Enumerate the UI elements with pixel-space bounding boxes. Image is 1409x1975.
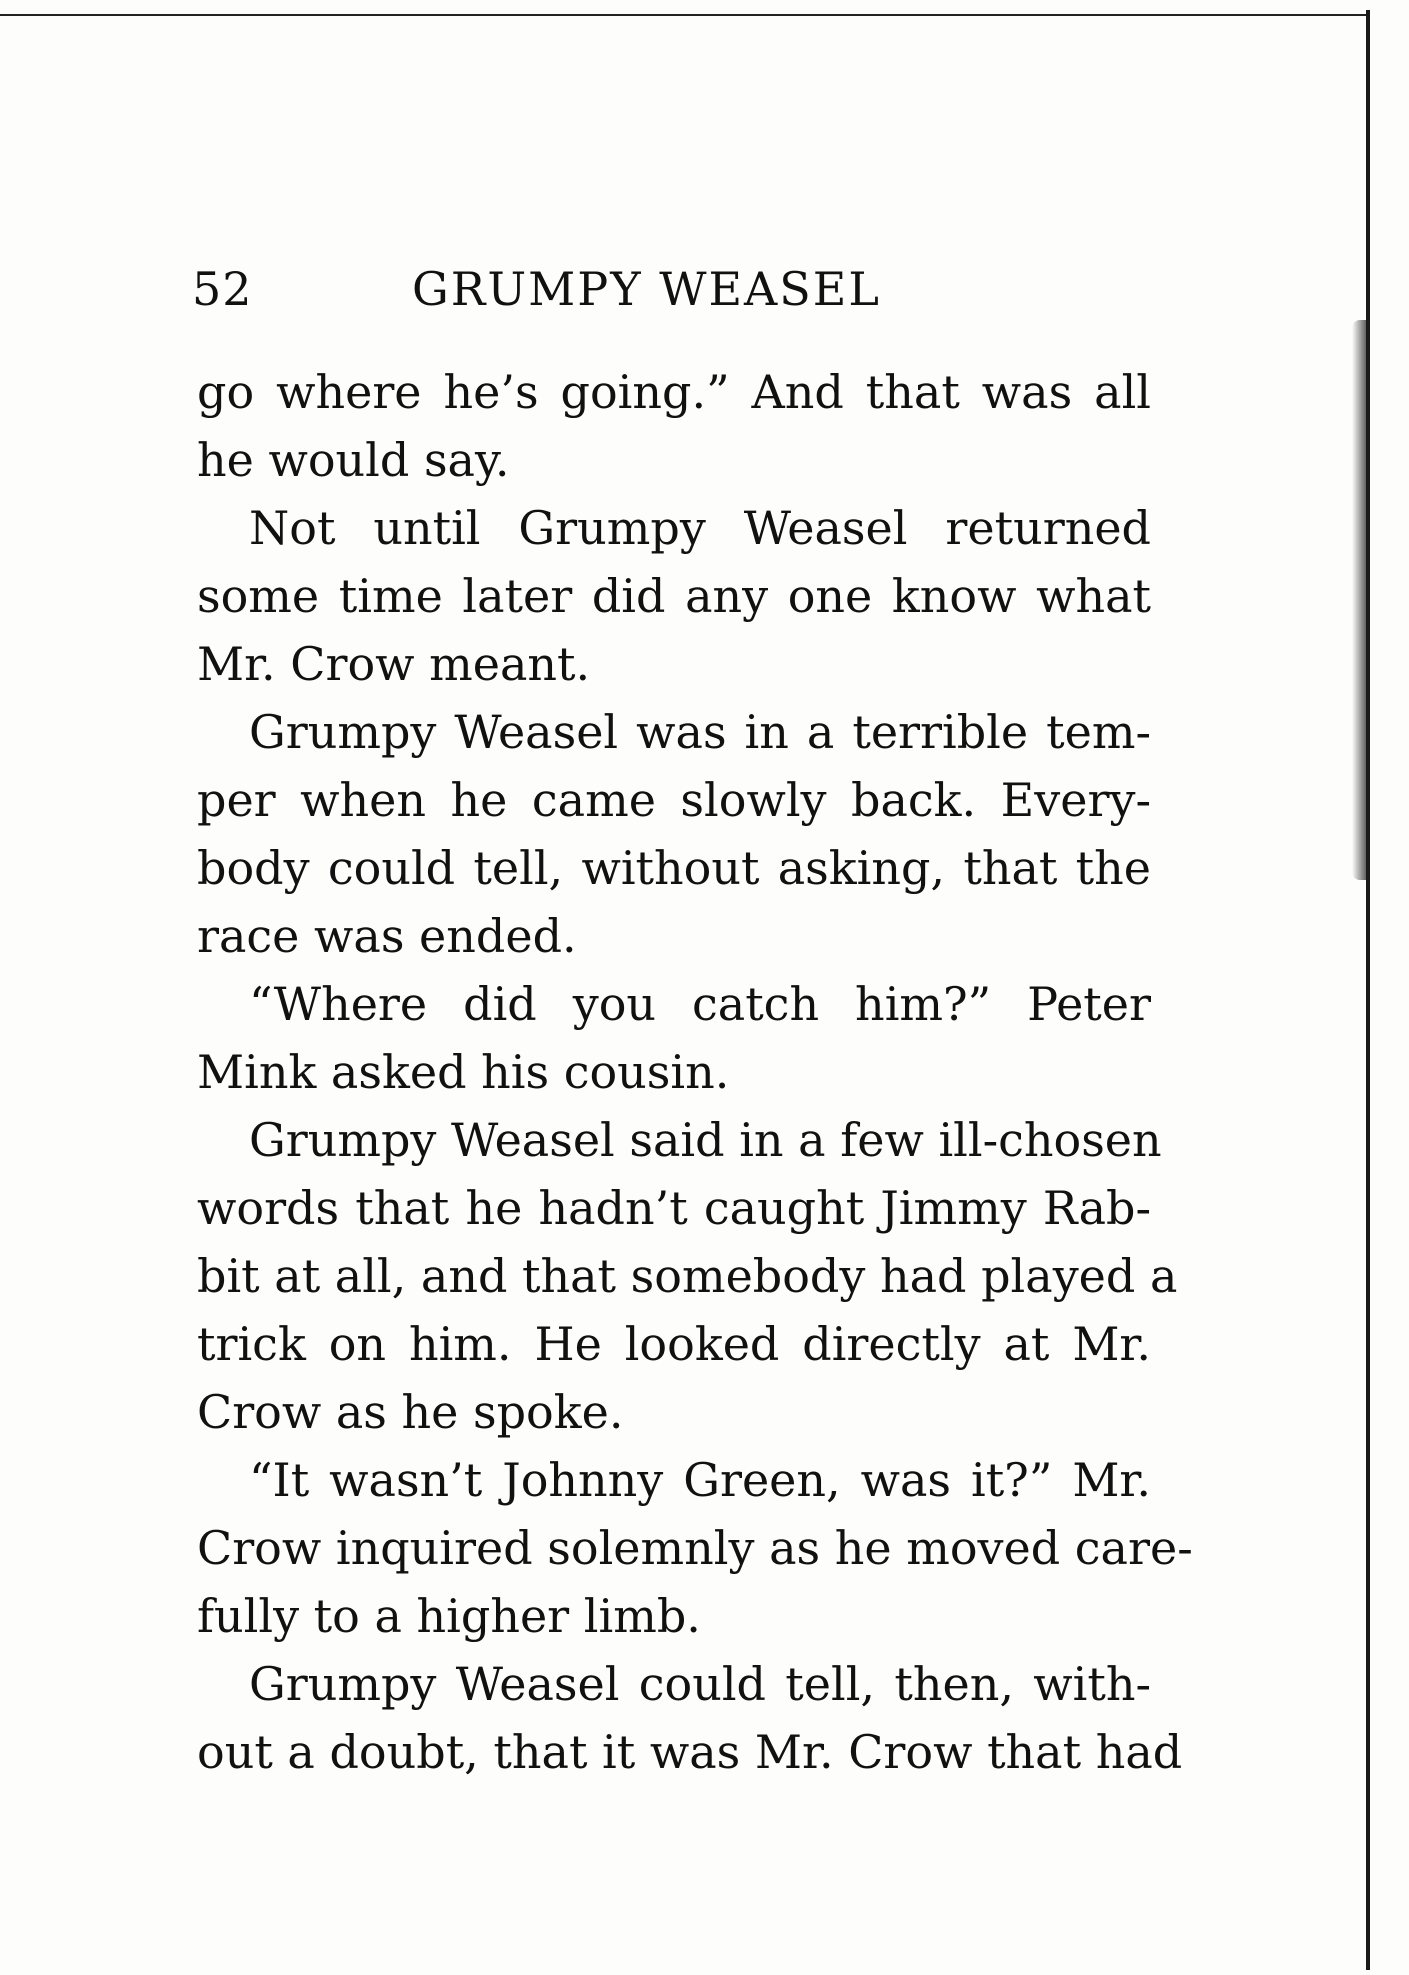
text-line: Not until Grumpy Weasel returned bbox=[249, 501, 1151, 555]
text-line: Crow inquired solemnly as he moved care- bbox=[197, 1521, 1193, 1575]
text-line: words that he hadn’t caught Jimmy Rab- bbox=[197, 1181, 1151, 1235]
text-line: “Where did you catch him?” Peter bbox=[249, 977, 1151, 1031]
text-line: Crow as he spoke. bbox=[197, 1385, 624, 1439]
text-line: trick on him. He looked directly at Mr. bbox=[197, 1317, 1151, 1371]
text-line: “It wasn’t Johnny Green, was it?” Mr. bbox=[249, 1453, 1151, 1507]
text-line: fully to a higher limb. bbox=[197, 1589, 701, 1643]
text-line: bit at all, and that somebody had played a bbox=[197, 1249, 1178, 1303]
text-line: per when he came slowly back. Every- bbox=[197, 773, 1151, 827]
text-line: Grumpy Weasel could tell, then, with- bbox=[249, 1657, 1151, 1711]
text-line: Grumpy Weasel said in a few ill-chosen bbox=[249, 1113, 1162, 1167]
text-line: he would say. bbox=[197, 433, 510, 487]
text-line: Grumpy Weasel was in a terrible tem- bbox=[249, 705, 1151, 759]
binding-edge bbox=[1366, 10, 1370, 1970]
text-line: out a doubt, that it was Mr. Crow that had bbox=[197, 1725, 1183, 1779]
text-line: Mr. Crow meant. bbox=[197, 637, 591, 691]
top-edge-rule bbox=[0, 14, 1370, 16]
text-line: body could tell, without asking, that the bbox=[197, 841, 1151, 895]
text-line: some time later did any one know what bbox=[197, 569, 1151, 623]
text-line: race was ended. bbox=[197, 909, 577, 963]
body-text bbox=[197, 358, 1193, 1786]
text-line: go where he’s going.” And that was all bbox=[197, 365, 1151, 419]
page-number: 52 bbox=[192, 262, 253, 316]
running-head: GRUMPY WEASEL bbox=[412, 262, 881, 316]
text-line: Mink asked his cousin. bbox=[197, 1045, 730, 1099]
